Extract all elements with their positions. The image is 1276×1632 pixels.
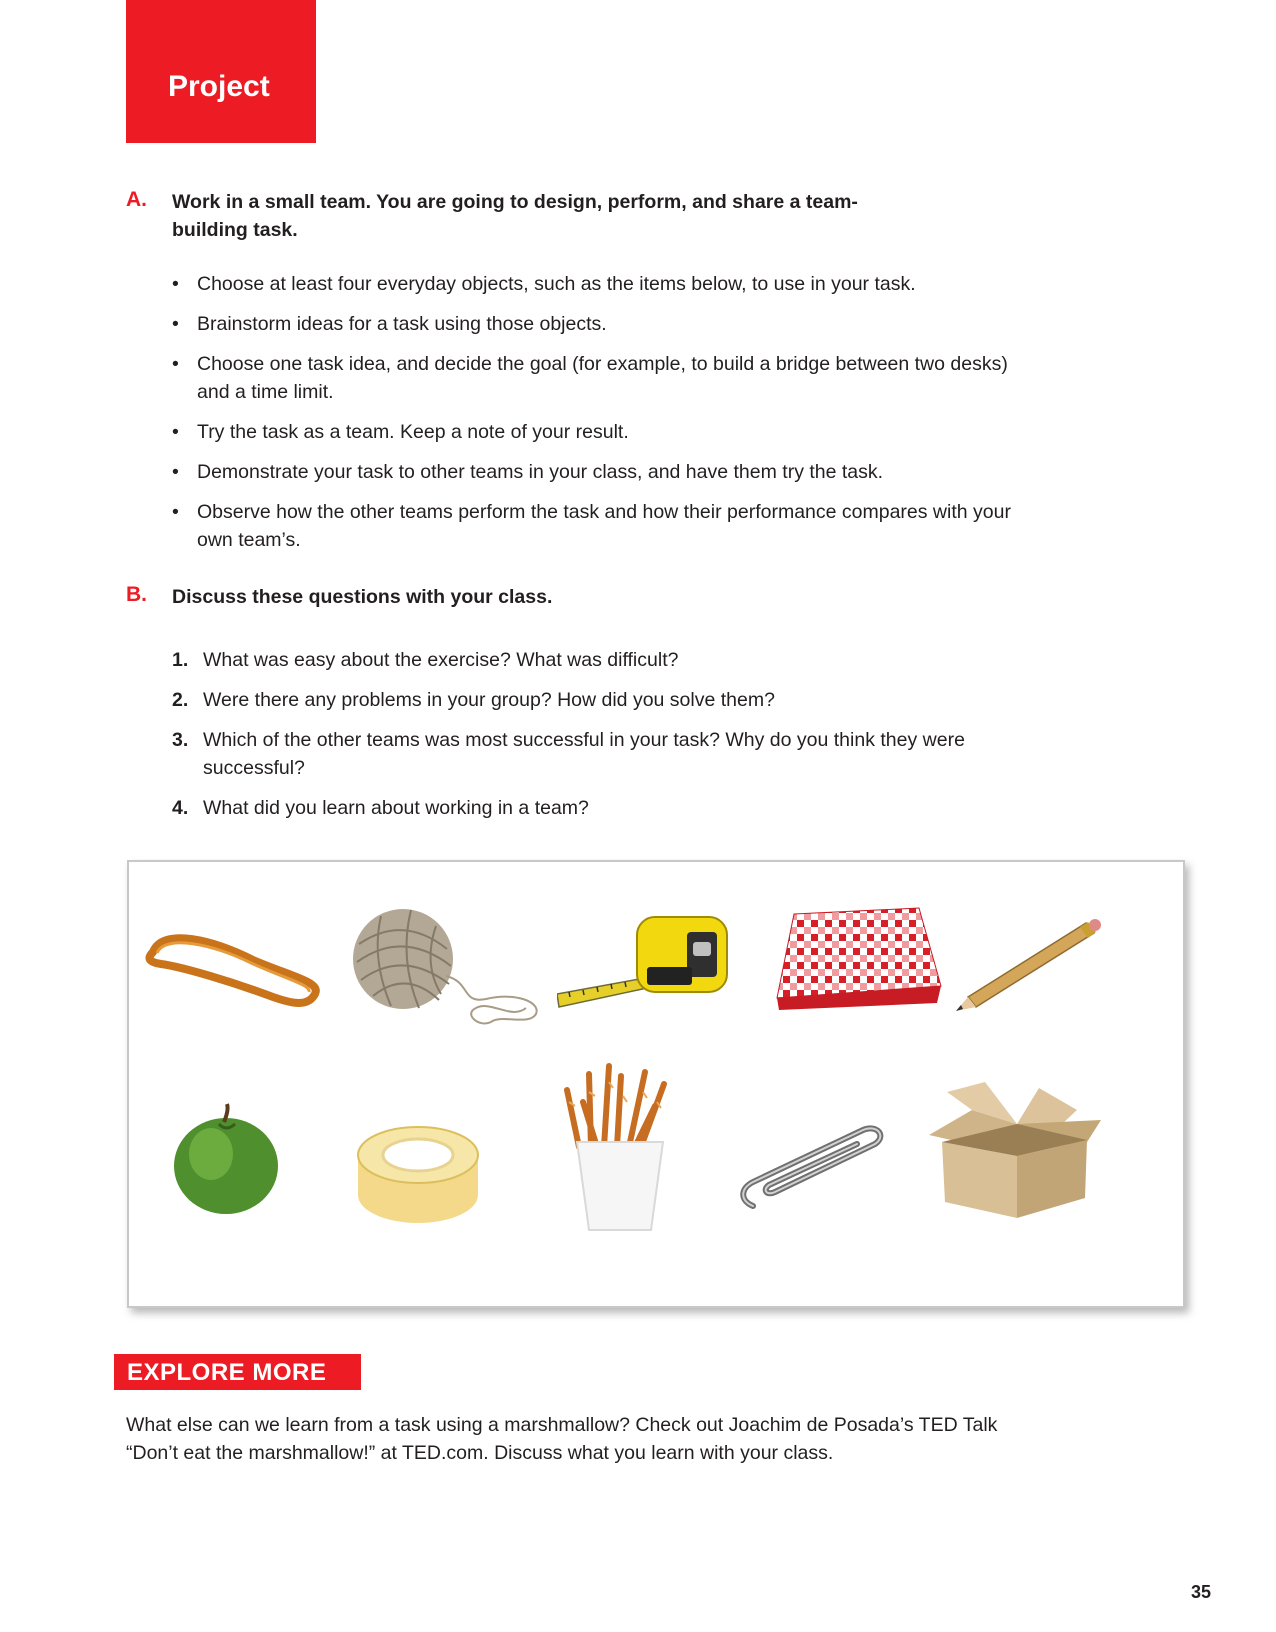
- section-b-letter: B.: [126, 583, 147, 606]
- question-text: Were there any problems in your group? How did you solve them?: [203, 689, 775, 711]
- question-number: 2.: [172, 689, 189, 711]
- explore-more-text: What else can we learn from a task using a marshmallow? Check out Joachim de Posada’s TED Talk “Don’t eat the marshmallow!” at TED.com. Discuss what you learn with your class.: [126, 1414, 998, 1464]
- pencil-image: [954, 917, 1104, 1012]
- list-item-text: Observe how the other teams perform the task and how their performance compares with your own team’s.: [197, 501, 1011, 551]
- section-tab: [126, 0, 316, 143]
- list-item: [172, 794, 1022, 822]
- section-b-instruction: Discuss these questions with your class.: [172, 586, 553, 608]
- list-item-text: Choose one task idea, and decide the goal (for example, to build a bridge between two desks) and a time limit.: [197, 353, 1008, 403]
- checkered-napkin-image: [769, 906, 944, 1011]
- list-item: • Demonstrate your task to other teams in your class, and have them try the task.: [172, 461, 884, 483]
- explore-more-label: EXPLORE MORE: [127, 1359, 327, 1386]
- cardboard-box-image: [927, 1080, 1103, 1220]
- list-item: [172, 726, 1022, 782]
- paper-clip-image: [737, 1120, 887, 1215]
- question-text: Which of the other teams was most successful in your task? Why do you think they were successful?: [203, 729, 965, 779]
- section-tab-label: Project: [168, 70, 270, 103]
- rubber-band-image: [143, 922, 321, 1007]
- list-item: • Brainstorm ideas for a task using those objects.: [172, 313, 607, 335]
- question-number: 1.: [172, 649, 189, 671]
- ball-of-string-image: [351, 904, 551, 1029]
- list-item-text: Choose at least four everyday objects, such as the items below, to use in your task.: [197, 273, 916, 295]
- question-text: What was easy about the exercise? What was difficult?: [203, 649, 679, 671]
- question-number: 3.: [172, 729, 189, 751]
- list-item: • Observe how the other teams perform the task and how their performance compares with your own team’s.: [172, 501, 1011, 551]
- section-a-letter: A.: [126, 188, 147, 211]
- discussion-questions-list: [172, 646, 1022, 834]
- page-number: 35: [1191, 1582, 1212, 1602]
- tape-measure-image: [557, 912, 735, 1012]
- list-item-text: Try the task as a team. Keep a note of your result.: [197, 421, 629, 443]
- task-steps-list: [172, 270, 1022, 566]
- question-text: What did you learn about working in a team?: [203, 797, 589, 819]
- explore-more-badge: [114, 1354, 361, 1390]
- breadsticks-in-cup-image: [559, 1062, 679, 1232]
- list-item-text: Demonstrate your task to other teams in your class, and have them try the task.: [197, 461, 884, 483]
- list-item-text: Brainstorm ideas for a task using those objects.: [197, 313, 607, 335]
- roll-of-tape-image: [353, 1115, 483, 1230]
- list-item: [172, 646, 1022, 674]
- objects-image-panel: [127, 860, 1185, 1308]
- list-item: • Choose at least four everyday objects, such as the items below, to use in your task.: [172, 273, 916, 295]
- question-number: 4.: [172, 797, 189, 819]
- section-a-instruction: Work in a small team. You are going to design, perform, and share a team-building task.: [172, 191, 858, 241]
- list-item: • Choose one task idea, and decide the goal (for example, to build a bridge between two desks) and a time limit.: [172, 353, 1008, 403]
- apple-image: [169, 1102, 284, 1217]
- list-item: [172, 686, 1022, 714]
- list-item: • Try the task as a team. Keep a note of your result.: [172, 421, 629, 443]
